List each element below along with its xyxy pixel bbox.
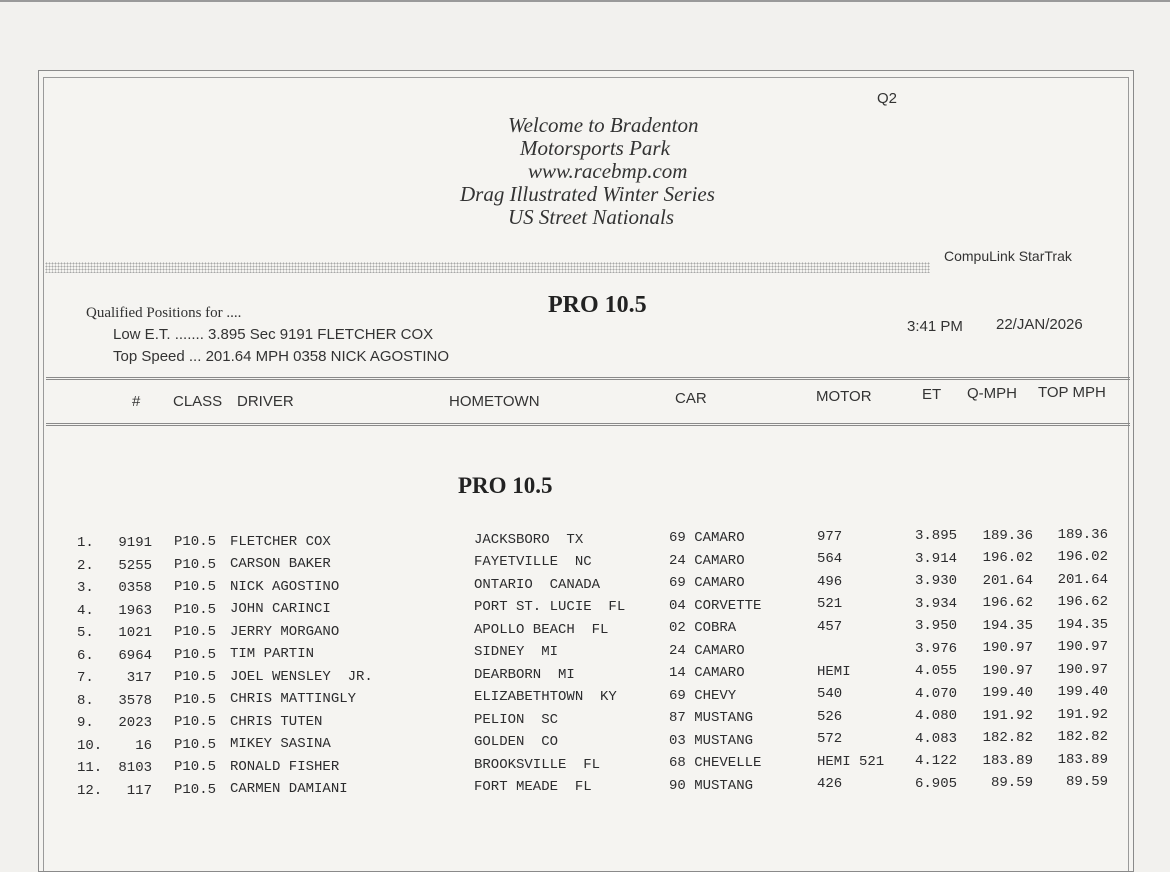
row-class: P10.5 (174, 781, 217, 798)
row-top-mph: 199.40 (1057, 684, 1108, 701)
row-car-number: 8103 (118, 760, 152, 777)
welcome-line: Motorsports Park (520, 136, 670, 160)
row-driver: JOEL WENSLEY JR. (230, 668, 373, 685)
welcome-line: Drag Illustrated Winter Series (460, 182, 715, 206)
table-row (0, 526, 1170, 552)
col-header-hometown: HOMETOWN (449, 393, 540, 410)
timing-system-label: CompuLink StarTrak (944, 248, 1072, 264)
row-car: 69 CHEVY (669, 687, 737, 704)
row-class: P10.5 (174, 601, 217, 618)
row-hometown: ELIZABETHTOWN KY (474, 689, 617, 706)
row-hometown: FORT MEADE FL (474, 779, 592, 796)
table-row (0, 685, 1170, 707)
row-car: 03 MUSTANG (669, 732, 754, 749)
row-driver: CHRIS MATTINGLY (230, 691, 357, 708)
row-car-number: 9191 (118, 535, 152, 552)
row-motor: 521 (817, 596, 843, 613)
row-top-mph: 194.35 (1057, 616, 1108, 633)
row-car: 24 CAMARO (669, 552, 745, 569)
row-driver: NICK AGOSTINO (230, 578, 340, 595)
table-row (0, 595, 1170, 617)
row-top-mph: 196.02 (1057, 549, 1108, 566)
qualifying-round: Q2 (877, 90, 898, 107)
col-header-car: CAR (675, 390, 707, 407)
row-position: 7. (77, 670, 94, 687)
top-edge-line (0, 0, 1170, 2)
row-car: 69 CAMARO (669, 575, 745, 592)
row-position: 5. (77, 625, 94, 642)
row-motor: HEMI (817, 663, 851, 680)
row-class: P10.5 (174, 534, 217, 551)
row-car-number: 0358 (118, 580, 152, 597)
table-row (0, 730, 1170, 752)
row-car: 04 CORVETTE (669, 597, 762, 614)
row-class: P10.5 (174, 556, 217, 573)
row-class: P10.5 (174, 646, 217, 663)
row-et: 3.914 (914, 550, 957, 567)
row-qmph: 201.64 (982, 572, 1033, 589)
row-position: 11. (77, 760, 103, 777)
row-car-number: 3578 (118, 692, 152, 709)
row-hometown: PORT ST. LUCIE FL (474, 599, 626, 616)
row-driver: CHRIS TUTEN (230, 713, 323, 730)
row-hometown: BROOKSVILLE FL (474, 756, 601, 773)
row-car: 24 CAMARO (669, 642, 745, 659)
row-driver: MIKEY SASINA (230, 736, 331, 753)
row-et: 3.934 (914, 595, 957, 612)
row-car-number: 2023 (118, 715, 152, 732)
header-rule-top (46, 377, 1130, 380)
table-row (0, 706, 1170, 732)
row-car-number: 1963 (118, 602, 152, 619)
col-header-top-mph: TOP MPH (1038, 384, 1106, 401)
row-position: 2. (77, 557, 94, 574)
row-et: 4.080 (914, 708, 957, 725)
row-class: P10.5 (174, 669, 217, 686)
row-driver: JERRY MORGANO (230, 623, 340, 640)
row-top-mph: 189.36 (1057, 526, 1108, 543)
row-et: 4.083 (914, 730, 957, 747)
row-qmph: 196.02 (982, 550, 1033, 567)
row-motor: 540 (817, 686, 843, 703)
row-et: 3.930 (914, 573, 957, 590)
row-motor: 572 (817, 731, 843, 748)
row-motor: 457 (817, 618, 843, 635)
row-hometown: JACKSBORO TX (474, 531, 584, 548)
row-car-number: 1021 (118, 625, 152, 642)
col-header-motor: MOTOR (816, 388, 872, 405)
row-top-mph: 190.97 (1057, 639, 1108, 656)
row-class: P10.5 (174, 736, 217, 753)
row-et: 6.905 (914, 775, 957, 792)
row-et: 4.070 (914, 685, 957, 702)
row-driver: JOHN CARINCI (230, 601, 331, 618)
row-hometown: PELION SC (474, 711, 559, 728)
row-driver: TIM PARTIN (230, 646, 315, 663)
row-position: 4. (77, 602, 94, 619)
class-title: PRO 10.5 (548, 292, 647, 318)
welcome-line: US Street Nationals (508, 205, 675, 229)
row-et: 3.950 (914, 618, 957, 635)
row-qmph: 182.82 (982, 730, 1033, 747)
table-row (0, 571, 1170, 597)
row-position: 9. (77, 715, 94, 732)
table-row (0, 775, 1170, 797)
welcome-line: www.racebmp.com (528, 159, 688, 183)
row-car: 90 MUSTANG (669, 777, 754, 794)
dotted-separator (45, 262, 930, 273)
row-driver: CARMEN DAMIANI (230, 781, 348, 798)
row-car: 14 CAMARO (669, 665, 745, 682)
row-motor: 496 (817, 573, 843, 590)
table-row (0, 640, 1170, 662)
row-car: 02 COBRA (669, 620, 737, 637)
row-qmph: 89.59 (990, 775, 1033, 792)
low-et-line: Low E.T. ....... 3.895 Sec 9191 FLETCHER COX (113, 326, 434, 343)
row-hometown: FAYETVILLE NC (474, 554, 592, 571)
header-rule-bottom (46, 423, 1130, 426)
row-car: 87 MUSTANG (669, 710, 754, 727)
row-class: P10.5 (174, 714, 217, 731)
row-top-mph: 89.59 (1065, 774, 1108, 791)
row-hometown: SIDNEY MI (474, 644, 559, 661)
row-qmph: 199.40 (982, 685, 1033, 702)
row-car-number: 16 (135, 737, 152, 754)
row-qmph: 196.62 (982, 595, 1033, 612)
row-motor: 426 (817, 776, 843, 793)
report-date: 22/JAN/2026 (996, 316, 1083, 333)
top-speed-line: Top Speed ... 201.64 MPH 0358 NICK AGOSTINO (113, 348, 449, 365)
section-title: PRO 10.5 (458, 473, 553, 498)
row-qmph: 191.92 (982, 707, 1033, 724)
row-position: 12. (77, 782, 103, 799)
row-car: 69 CAMARO (669, 530, 745, 547)
row-qmph: 190.97 (982, 662, 1033, 679)
row-et: 3.895 (914, 528, 957, 545)
col-header-driver: DRIVER (237, 393, 294, 410)
row-hometown: GOLDEN CO (474, 734, 559, 751)
col-header-et: ET (922, 386, 942, 403)
row-car-number: 5255 (118, 557, 152, 574)
row-hometown: DEARBORN MI (474, 666, 575, 683)
row-top-mph: 190.97 (1057, 661, 1108, 678)
table-row (0, 550, 1170, 572)
row-position: 8. (77, 692, 94, 709)
row-position: 1. (77, 535, 94, 552)
qualified-positions-title: Qualified Positions for .... (86, 305, 242, 321)
col-header-num: # (132, 393, 141, 410)
row-et: 3.976 (914, 640, 957, 657)
row-et: 4.055 (914, 663, 957, 680)
report-time: 3:41 PM (907, 318, 963, 335)
row-car-number: 117 (126, 782, 152, 799)
row-top-mph: 201.64 (1057, 571, 1108, 588)
row-qmph: 194.35 (982, 617, 1033, 634)
row-driver: CARSON BAKER (230, 556, 331, 573)
row-position: 10. (77, 737, 103, 754)
row-motor: 564 (817, 551, 843, 568)
col-header-qmph: Q-MPH (967, 385, 1017, 402)
row-motor: 526 (817, 708, 843, 725)
row-car: 68 CHEVELLE (669, 755, 762, 772)
row-top-mph: 191.92 (1057, 706, 1108, 723)
row-top-mph: 183.89 (1057, 751, 1108, 768)
row-qmph: 189.36 (982, 527, 1033, 544)
row-class: P10.5 (174, 624, 217, 641)
col-header-class: CLASS (173, 393, 223, 410)
row-position: 6. (77, 647, 94, 664)
row-motor: 977 (817, 528, 843, 545)
row-motor: HEMI 521 (817, 753, 885, 770)
row-driver: FLETCHER COX (230, 533, 331, 550)
table-row (0, 616, 1170, 642)
row-qmph: 183.89 (982, 752, 1033, 769)
welcome-line: Welcome to Bradenton (508, 113, 699, 137)
row-top-mph: 182.82 (1057, 729, 1108, 746)
row-driver: RONALD FISHER (230, 758, 340, 775)
row-hometown: APOLLO BEACH FL (474, 621, 609, 638)
row-car-number: 6964 (118, 647, 152, 664)
welcome-block (430, 114, 810, 229)
table-row (0, 751, 1170, 777)
row-car-number: 317 (126, 670, 152, 687)
row-class: P10.5 (174, 579, 217, 596)
row-class: P10.5 (174, 759, 217, 776)
table-row (0, 661, 1170, 687)
row-hometown: ONTARIO CANADA (474, 576, 601, 593)
row-qmph: 190.97 (982, 640, 1033, 657)
row-class: P10.5 (174, 691, 217, 708)
row-top-mph: 196.62 (1057, 594, 1108, 611)
row-et: 4.122 (914, 753, 957, 770)
row-position: 3. (77, 580, 94, 597)
